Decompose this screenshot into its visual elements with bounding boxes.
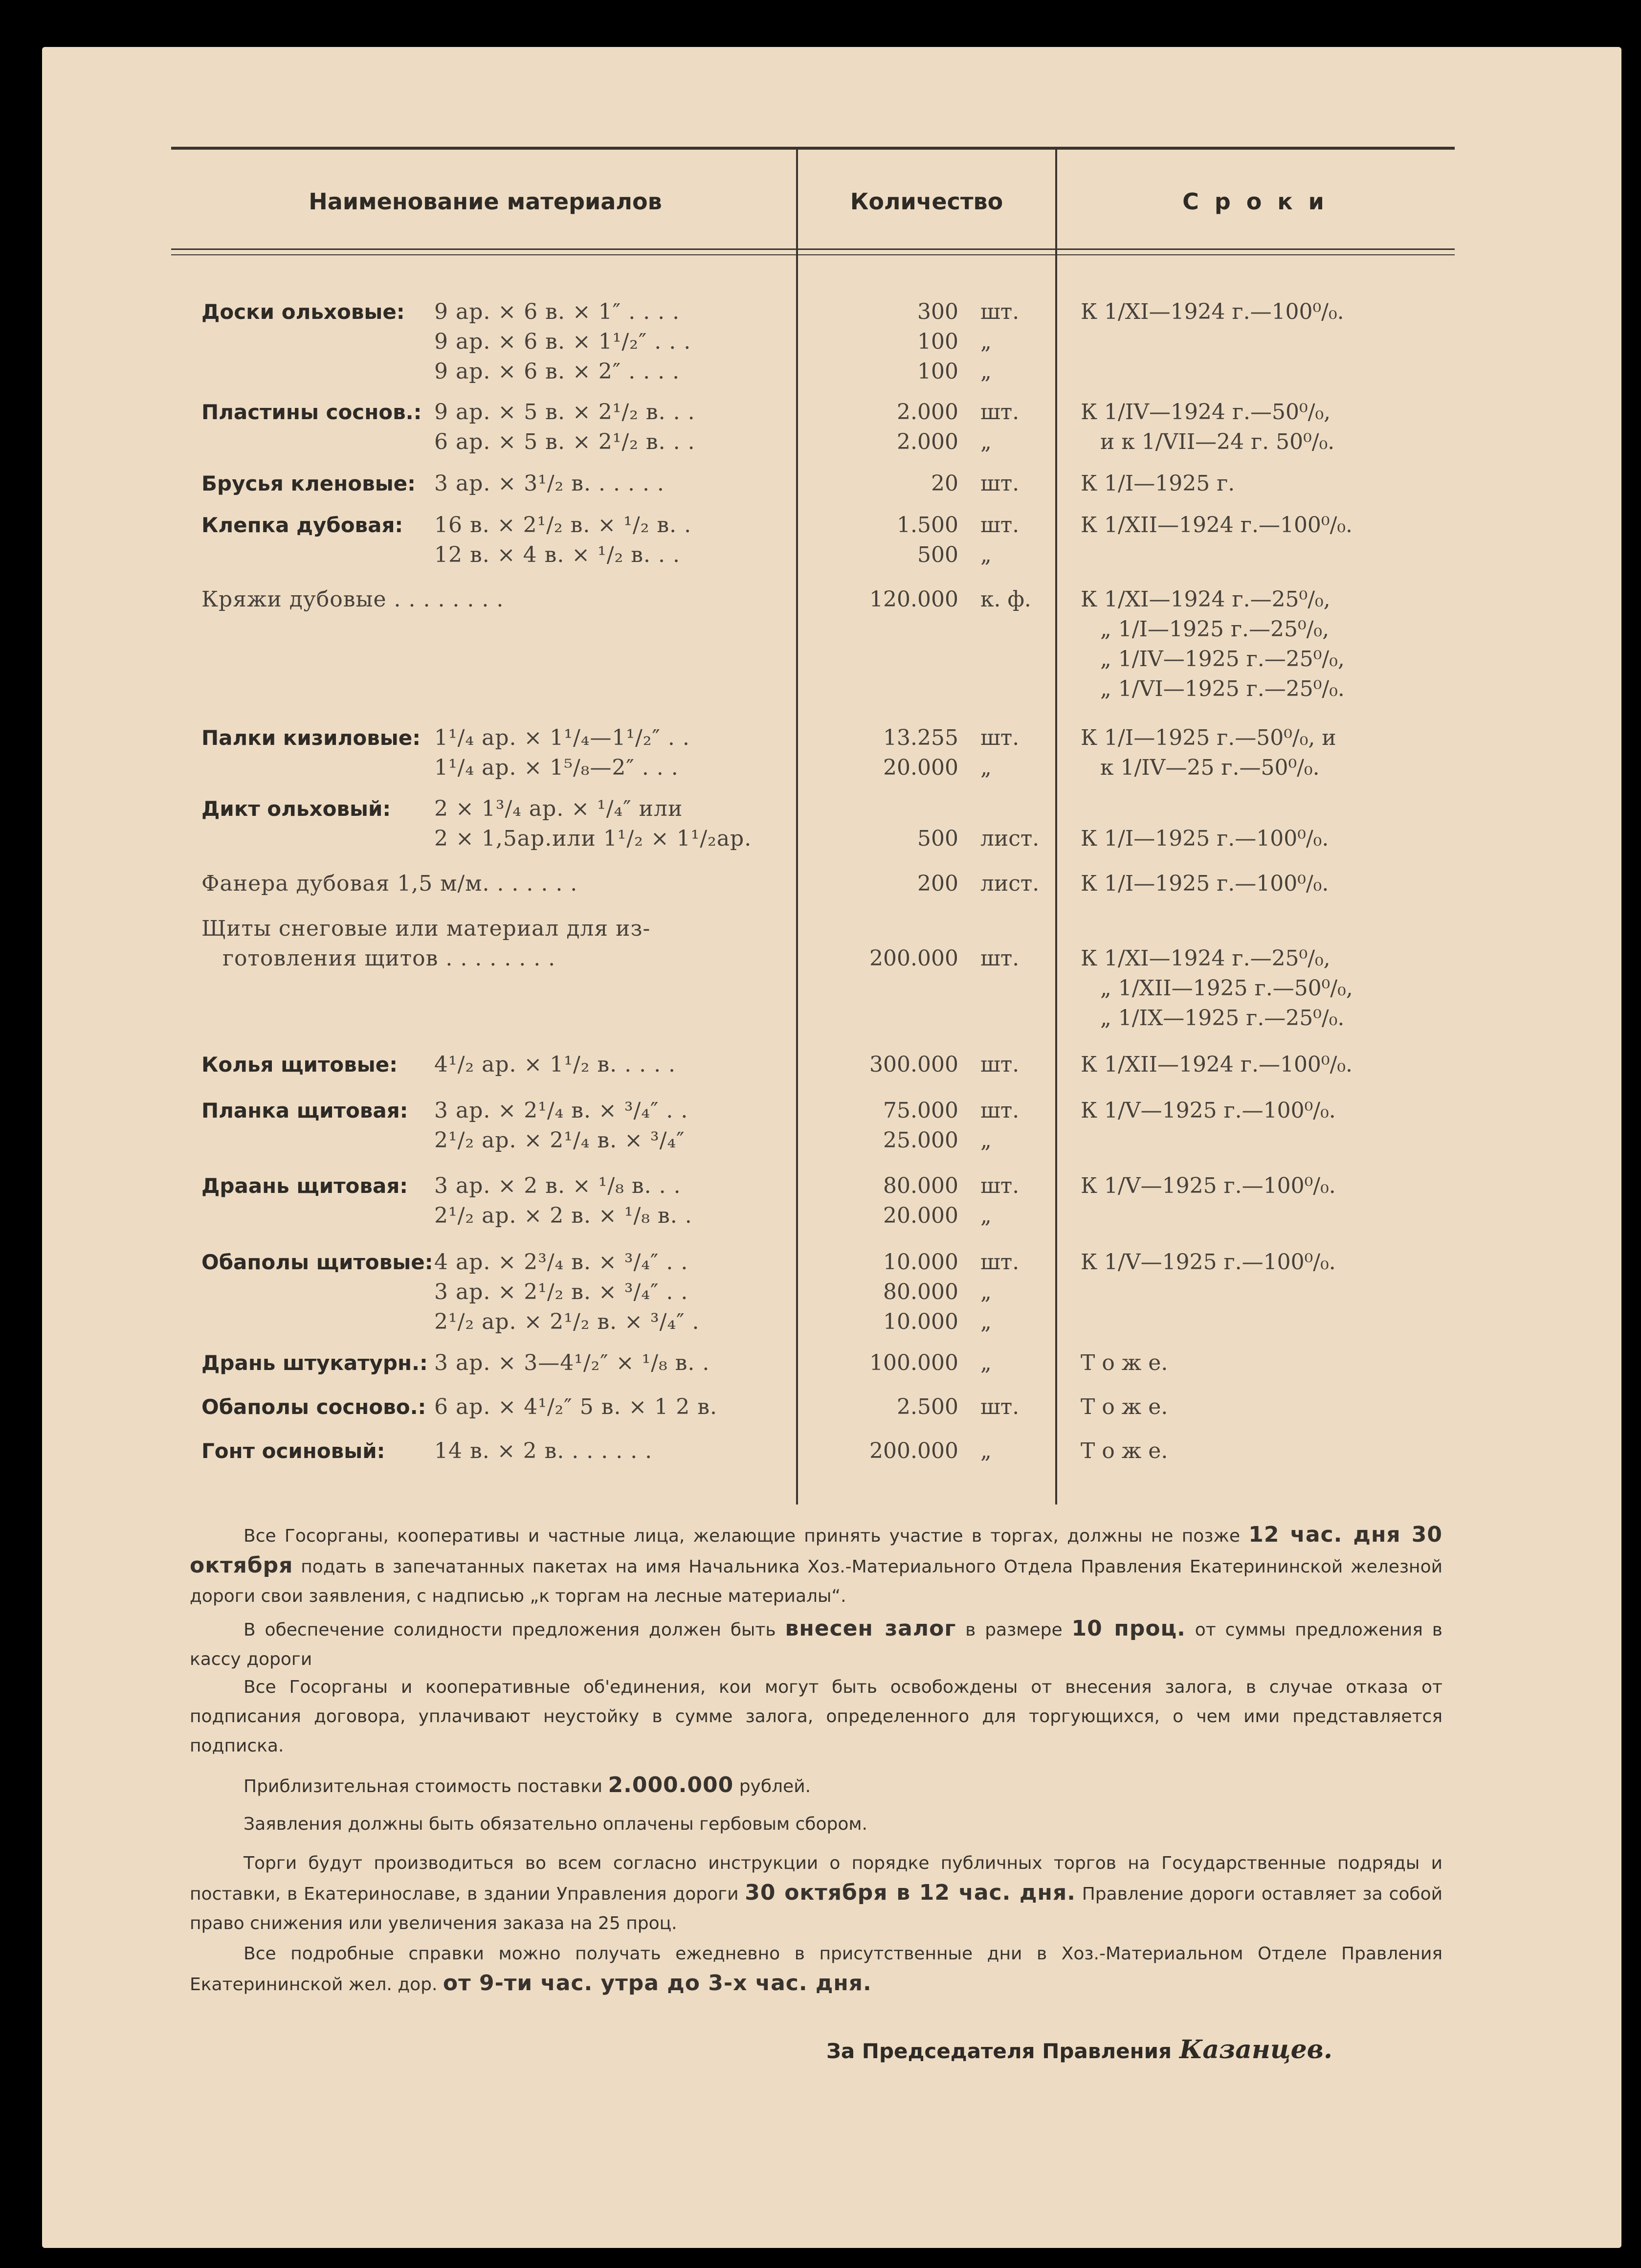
quantity-unit: „ (980, 329, 992, 354)
delivery-term: Т о ж е. (1081, 1394, 1168, 1419)
table-row (0, 973, 1641, 1004)
delivery-term: К 1/V—1925 г.—100⁰/₀. (1081, 1173, 1336, 1198)
quantity-unit: „ (980, 1280, 992, 1304)
quantity-unit: шт. (980, 1173, 1020, 1198)
quantity-unit: шт. (980, 513, 1020, 538)
conditions-paragraph (190, 1810, 1442, 1839)
quantity-value: 25.000 (883, 1128, 958, 1153)
delivery-term: К 1/I—1925 г. (1081, 471, 1235, 496)
quantity-unit: шт. (980, 471, 1020, 496)
quantity-value: 20.000 (883, 755, 958, 780)
body-text: Все Госорганы и кооперативные об'единения, кои могут быть освобождены от внесения залога, в случае отказа от подписания договора, уплачивают неустойку в сумме залога, определенного для торгующихся, о чем ими представляется подписка. (190, 1677, 1442, 1756)
quantity-value: 100 (917, 329, 958, 354)
quantity-unit: „ (980, 1203, 992, 1228)
table-top-rule (171, 147, 1455, 150)
delivery-term: К 1/XI—1924 г.—25⁰/₀, (1081, 946, 1331, 971)
material-name: Драань щитовая: (201, 1174, 408, 1198)
body-text: Заявления должны быть обязательно оплачены гербовым сбором. (244, 1814, 867, 1834)
material-name: Клепка дубовая: (201, 513, 403, 537)
table-row (0, 1171, 1641, 1201)
table-row (0, 1277, 1641, 1307)
table-row (0, 943, 1641, 974)
header-bottom-rule-2 (171, 254, 1455, 255)
material-spec: 2 × 1³/₄ ар. × ¹/₄″ или (434, 796, 683, 821)
header-materials: Наименование материалов (309, 188, 662, 215)
quantity-unit: шт. (980, 1052, 1020, 1077)
table-row (0, 427, 1641, 457)
delivery-term: „ 1/XII—1925 г.—50⁰/₀, (1100, 976, 1353, 1001)
delivery-term: „ 1/I—1925 г.—25⁰/₀, (1100, 617, 1330, 642)
emphasis-text: 10 проц. (1071, 1616, 1186, 1641)
quantity-value: 300 (917, 299, 958, 324)
material-name: Пластины соснов.: (201, 400, 422, 424)
table-row (0, 510, 1641, 540)
quantity-value: 10.000 (883, 1309, 958, 1334)
conditions-paragraph (190, 1520, 1442, 1611)
body-text: от суммы предложения в кассу дороги (190, 1620, 1442, 1669)
table-row (0, 753, 1641, 783)
table-row (0, 723, 1641, 753)
material-spec: 9 ар. × 6 в. × 1¹/₂″ . . . (434, 329, 691, 354)
signature-name: Казанцев. (1179, 2035, 1332, 2065)
material-spec: готовления щитов . . . . . . . . (222, 946, 556, 971)
quantity-value: 2.000 (897, 400, 958, 425)
delivery-term: К 1/V—1925 г.—100⁰/₀. (1081, 1098, 1336, 1123)
quantity-unit: шт. (980, 725, 1020, 750)
table-row (0, 1096, 1641, 1126)
delivery-term: К 1/XI—1924 г.—100⁰/₀. (1081, 299, 1344, 324)
material-spec: 4¹/₂ ар. × 1¹/₂ в. . . . . (434, 1052, 676, 1077)
quantity-value: 20.000 (883, 1203, 958, 1228)
delivery-term: „ 1/VI—1925 г.—25⁰/₀. (1100, 676, 1345, 701)
table-row (0, 327, 1641, 357)
body-text: Правление дороги оставляет за собой право снижения или увеличения заказа на 25 проц. (190, 1884, 1442, 1933)
conditions-paragraph (190, 1614, 1442, 1674)
material-spec: 3 ар. × 3—4¹/₂″ × ¹/₈ в. . (434, 1350, 710, 1375)
table-row (0, 297, 1641, 327)
quantity-value: 100.000 (869, 1350, 958, 1375)
emphasis-text: 2.000.000 (608, 1773, 734, 1797)
table-row (0, 914, 1641, 944)
table-row (0, 794, 1641, 824)
material-spec: 3 ар. × 3¹/₂ в. . . . . . (434, 471, 665, 496)
table-row (0, 1247, 1641, 1278)
quantity-value: 2.000 (897, 429, 958, 454)
table-row (0, 1436, 1641, 1466)
quantity-value: 10.000 (883, 1250, 958, 1275)
table-row (0, 1125, 1641, 1156)
signature-line (826, 2035, 1332, 2065)
material-spec: 2¹/₂ ар. × 2 в. × ¹/₈ в. . (434, 1203, 692, 1228)
delivery-term: К 1/I—1925 г.—100⁰/₀. (1081, 826, 1329, 851)
body-text: в размере (956, 1620, 1072, 1640)
table-row (0, 584, 1641, 615)
material-spec: 1¹/₄ ар. × 1¹/₄—1¹/₂″ . . (434, 725, 690, 750)
table-row (0, 869, 1641, 899)
header-bottom-rule (171, 248, 1455, 250)
delivery-term: К 1/XII—1924 г.—100⁰/₀. (1081, 1052, 1353, 1077)
material-name: Дикт ольховый: (201, 797, 391, 821)
material-name: Доски ольховые: (201, 300, 405, 324)
quantity-value: 120.000 (869, 587, 958, 612)
table-row (0, 540, 1641, 570)
quantity-unit: „ (980, 429, 992, 454)
material-spec: 2¹/₂ ар. × 2¹/₄ в. × ³/₄″ (434, 1128, 685, 1153)
table-row (0, 674, 1641, 704)
table-row (0, 1050, 1641, 1080)
quantity-value: 500 (917, 826, 958, 851)
body-text: Все подробные справки можно получать ежедневно в присутственные дни в Хоз.-Материальном Отделе Правления Екатерининской жел. дор. (190, 1944, 1442, 1995)
material-name: Планка щитовая: (201, 1099, 408, 1123)
material-spec: 2¹/₂ ар. × 2¹/₂ в. × ³/₄″ . (434, 1309, 700, 1334)
table-row (0, 1348, 1641, 1378)
material-name: Палки кизиловые: (201, 726, 421, 750)
table-row (0, 397, 1641, 427)
quantity-unit: шт. (980, 1098, 1020, 1123)
material-spec: 14 в. × 2 в. . . . . . . (434, 1438, 653, 1463)
table-row (0, 357, 1641, 387)
conditions-paragraph (190, 1939, 1442, 1999)
table-row (0, 1307, 1641, 1337)
quantity-unit: к. ф. (980, 587, 1031, 612)
quantity-value: 200.000 (869, 946, 958, 971)
delivery-term: К 1/V—1925 г.—100⁰/₀. (1081, 1250, 1336, 1275)
quantity-value: 13.255 (883, 725, 958, 750)
emphasis-text: внесен залог (785, 1616, 956, 1641)
quantity-unit: „ (980, 359, 992, 384)
material-spec: 6 ар. × 5 в. × 2¹/₂ в. . . (434, 429, 695, 454)
quantity-value: 2.500 (897, 1394, 958, 1419)
quantity-unit: шт. (980, 299, 1020, 324)
body-text: Торги будут производиться во всем согласно инструкции о порядке публичных торгов на Государственные подряды и поставки, в Екатеринославе, в здании Управления дороги (190, 1853, 1442, 1904)
body-text: Приблизительная стоимость поставки (244, 1776, 608, 1796)
delivery-term: „ 1/IV—1925 г.—25⁰/₀, (1100, 647, 1345, 672)
material-name: Обаполы сосново.: (201, 1395, 426, 1419)
quantity-value: 100 (917, 359, 958, 384)
material-name: Обаполы щитовые: (201, 1250, 433, 1274)
material-spec: 4 ар. × 2³/₄ в. × ³/₄″ . . (434, 1250, 688, 1275)
signature-prefix: За Председателя Правления (826, 2039, 1172, 2063)
quantity-value: 80.000 (883, 1280, 958, 1304)
quantity-unit: шт. (980, 1394, 1020, 1419)
table-row (0, 1003, 1641, 1033)
quantity-unit: „ (980, 542, 992, 567)
quantity-unit: лист. (980, 826, 1040, 851)
material-spec: Щиты снеговые или материал для из- (201, 916, 651, 941)
table-row (0, 1201, 1641, 1231)
quantity-value: 500 (917, 542, 958, 567)
quantity-unit: шт. (980, 400, 1020, 425)
header-terms: С р о к и (1182, 188, 1328, 215)
material-spec: 3 ар. × 2¹/₄ в. × ³/₄″ . . (434, 1098, 688, 1123)
delivery-term: Т о ж е. (1081, 1438, 1168, 1463)
delivery-term: и к 1/VII—24 г. 50⁰/₀. (1100, 429, 1335, 454)
material-name: Брусья кленовые: (201, 472, 416, 495)
quantity-unit: „ (980, 1350, 992, 1375)
delivery-term: К 1/XII—1924 г.—100⁰/₀. (1081, 513, 1353, 538)
delivery-term: К 1/IV—1924 г.—50⁰/₀, (1081, 400, 1331, 425)
quantity-unit: шт. (980, 1250, 1020, 1275)
material-spec: 9 ар. × 6 в. × 1″ . . . . (434, 299, 680, 324)
quantity-value: 1.500 (897, 513, 958, 538)
body-text: В обеспечение солидности предложения должен быть (244, 1620, 785, 1640)
body-text: Все Госорганы, кооперативы и частные лица, желающие принять участие в торгах, должны не позже (244, 1526, 1249, 1546)
emphasis-text: 12 час. дня 30 октября (190, 1522, 1442, 1578)
material-spec: 3 ар. × 2¹/₂ в. × ³/₄″ . . (434, 1280, 688, 1304)
table-row (0, 469, 1641, 499)
quantity-value: 200.000 (869, 1438, 958, 1463)
material-name: Дрань штукатурн.: (201, 1351, 428, 1375)
material-name: Гонт осиновый: (201, 1439, 385, 1463)
material-spec: 12 в. × 4 в. × ¹/₂ в. . . (434, 542, 680, 567)
material-spec: Фанера дубовая 1,5 м/м. . . . . . . (201, 871, 578, 896)
delivery-term: К 1/I—1925 г.—50⁰/₀, и (1081, 725, 1336, 750)
delivery-term: К 1/XI—1924 г.—25⁰/₀, (1081, 587, 1331, 612)
table-row (0, 1392, 1641, 1422)
table-row (0, 644, 1641, 674)
quantity-value: 200 (917, 871, 958, 896)
conditions-paragraph (190, 1771, 1442, 1801)
material-spec: 2 × 1,5ар.или 1¹/₂ × 1¹/₂ар. (434, 826, 752, 851)
body-text: подать в запечатанных пакетах на имя Начальника Хоз.-Материального Отдела Правления Екатерининской железной дороги свои заявления, с надписью „к торгам на лесные материалы“. (190, 1557, 1442, 1606)
quantity-unit: „ (980, 1309, 992, 1334)
quantity-value: 300.000 (869, 1052, 958, 1077)
delivery-term: к 1/IV—25 г.—50⁰/₀. (1100, 755, 1320, 780)
table-row (0, 614, 1641, 645)
header-quantity: Количество (850, 188, 1003, 215)
material-spec: 16 в. × 2¹/₂ в. × ¹/₂ в. . (434, 513, 692, 538)
quantity-unit: лист. (980, 871, 1040, 896)
quantity-unit: „ (980, 755, 992, 780)
quantity-unit: шт. (980, 946, 1020, 971)
quantity-value: 20 (931, 471, 958, 496)
delivery-term: Т о ж е. (1081, 1350, 1168, 1375)
delivery-term: К 1/I—1925 г.—100⁰/₀. (1081, 871, 1329, 896)
material-spec: 6 ар. × 4¹/₂″ 5 в. × 1 2 в. (434, 1394, 718, 1419)
conditions-paragraph (190, 1849, 1442, 1938)
table-row (0, 824, 1641, 854)
material-spec: Кряжи дубовые . . . . . . . . (201, 587, 504, 612)
quantity-unit: „ (980, 1128, 992, 1153)
quantity-unit: „ (980, 1438, 992, 1463)
emphasis-text: от 9-ти час. утра до 3-х час. дня. (443, 1971, 872, 1996)
conditions-paragraph (190, 1673, 1442, 1761)
material-spec: 9 ар. × 5 в. × 2¹/₂ в. . . (434, 400, 695, 425)
material-spec: 9 ар. × 6 в. × 2″ . . . . (434, 359, 680, 384)
material-name: Колья щитовые: (201, 1053, 398, 1077)
material-spec: 3 ар. × 2 в. × ¹/₈ в. . . (434, 1173, 681, 1198)
body-text: рублей. (733, 1776, 811, 1796)
quantity-value: 75.000 (883, 1098, 958, 1123)
material-spec: 1¹/₄ ар. × 1⁵/₈—2″ . . . (434, 755, 679, 780)
delivery-term: „ 1/IX—1925 г.—25⁰/₀. (1100, 1006, 1345, 1031)
emphasis-text: 30 октября в 12 час. дня. (745, 1880, 1076, 1905)
quantity-value: 80.000 (883, 1173, 958, 1198)
